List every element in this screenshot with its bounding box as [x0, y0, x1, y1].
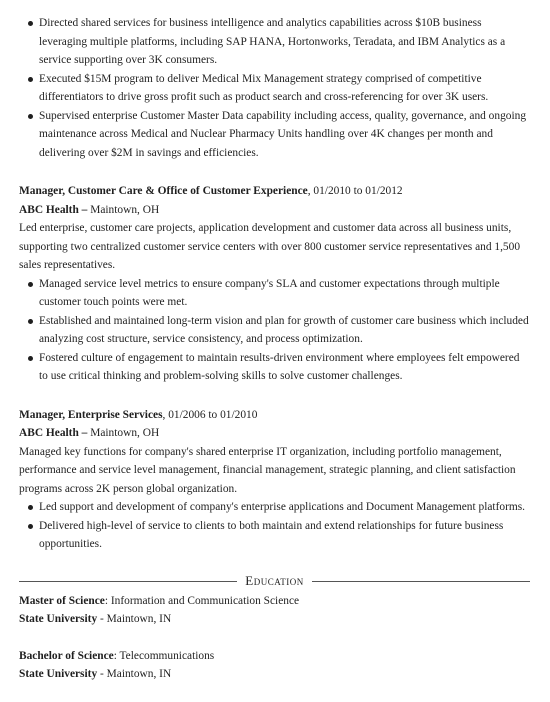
job-description: Managed key functions for company's shared enterprise IT organization, including portfolio management, performance and service level management, financial management, strategic planning, and client satisfaction programs across 2K person global organization.: [19, 445, 516, 495]
job-title-line: [19, 182, 530, 201]
bullet-item: Directed shared services for business intelligence and analytics capabilities across $10B business leveraging multiple platforms, including SAP HANA, Hortonworks, Teradata, and IBM Analytics as a service supporting over 3K consumers.: [19, 14, 530, 70]
divider-left: [19, 581, 237, 582]
employer-location: Maintown, OH: [87, 427, 160, 439]
job-bullets: [19, 498, 530, 554]
job-dates: , 01/2010 to 01/2012: [307, 185, 403, 197]
employer-name: ABC Health –: [19, 203, 88, 216]
job-entry-customer-care: [19, 182, 530, 386]
job-bullets: [19, 275, 530, 386]
employer-line: [19, 424, 530, 443]
school-line: [19, 610, 530, 629]
divider-right: [312, 581, 530, 582]
job-title-line: [19, 406, 530, 425]
degree-line: [19, 592, 530, 611]
degree-name: Bachelor of Science: [19, 649, 114, 662]
job-entry-enterprise-services: [19, 406, 530, 554]
job-description: Led enterprise, customer care projects, application development and customer data across all business units, supporting two centralized customer service centers with over 800 customer service representatives and 1,500 sales representatives.: [19, 222, 521, 271]
school-location: - Maintown, IN: [97, 613, 172, 625]
employer-location: Maintown, OH: [87, 203, 160, 216]
education-section-header: [19, 572, 530, 592]
degree-field: : Information and Communication Science: [104, 594, 300, 607]
job-title: Manager, Customer Care & Office of Customer Experience: [19, 185, 308, 197]
education-entry-bachelors: [19, 647, 530, 684]
education-entry-masters: [19, 592, 530, 629]
bullet-item: Executed $15M program to deliver Medical Mix Management strategy comprised of competitive differentiators to drive gross profit such as product search and cross-referencing for over 3K users.: [19, 70, 530, 107]
education-heading: Education: [245, 573, 304, 589]
bullet-item: Managed service level metrics to ensure company's SLA and customer expectations through multiple customer touch points were met.: [19, 275, 530, 312]
bullet-item: Fostered culture of engagement to maintain results-driven environment where employees felt empowered to use critical thinking and problem-solving skills to solve customer challenges.: [19, 349, 530, 386]
degree-line: [19, 647, 530, 666]
job-title: Manager, Enterprise Services: [19, 408, 163, 421]
employer-name: ABC Health –: [19, 427, 88, 439]
job-dates: , 01/2006 to 01/2010: [162, 408, 258, 421]
school-location: - Maintown, IN: [97, 668, 172, 680]
bullet-item: Established and maintained long-term vision and plan for growth of customer care business which included analyzing cost structure, service consistency, and process optimization.: [19, 312, 530, 349]
employer-line: [19, 201, 530, 220]
degree-name: Master of Science: [19, 594, 105, 607]
school-line: [19, 665, 530, 684]
previous-job-bullets: [19, 14, 530, 162]
bullet-item: Supervised enterprise Customer Master Data capability including access, quality, governance, and ongoing maintenance across Medical and Nuclear Pharmacy Units handling over 4K changes per month and delivering over $2M in savings and efficiencies.: [19, 107, 530, 163]
bullet-item: Led support and development of company's enterprise applications and Document Management platforms.: [19, 498, 530, 517]
degree-field: : Telecommunications: [113, 649, 215, 662]
school-name: State University: [19, 668, 98, 680]
school-name: State University: [19, 613, 98, 625]
bullet-item: Delivered high-level of service to clients to both maintain and extend relationships for future business opportunities.: [19, 517, 530, 554]
